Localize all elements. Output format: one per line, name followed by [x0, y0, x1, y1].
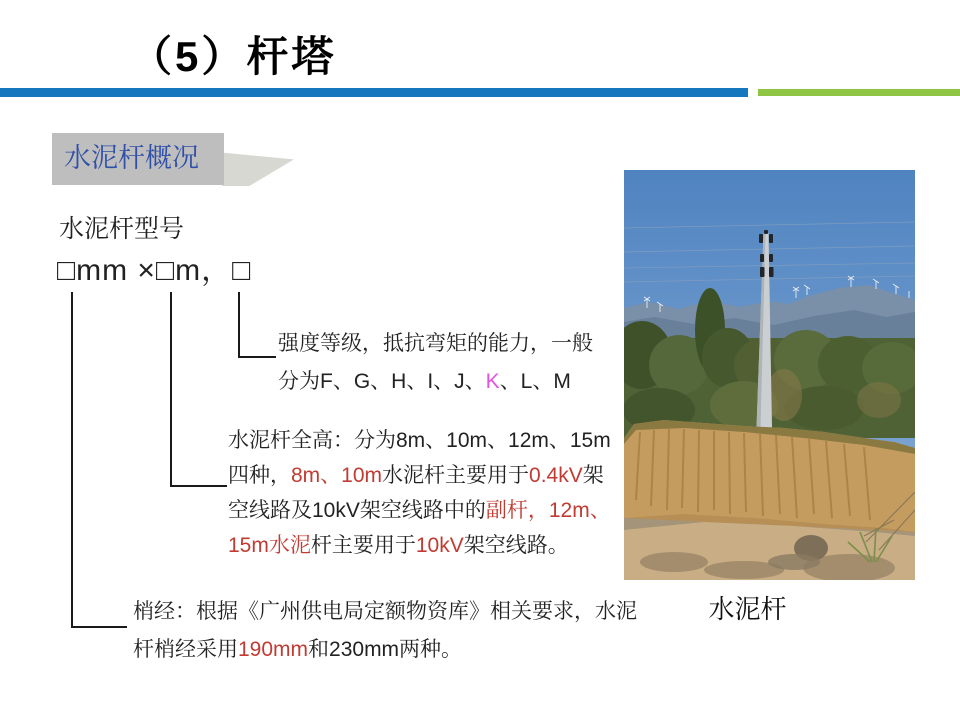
annotation-taper-line1: 梢经：根据《广州供电局定额物资库》相关要求，水泥: [133, 600, 637, 623]
connector-line-strength-horizontal: [238, 356, 276, 358]
annotation-height-line3: [228, 493, 611, 528]
model-heading: 水泥杆型号: [59, 215, 185, 243]
connector-line-taper-horizontal: [71, 626, 127, 628]
page-title: （5）杆塔: [130, 33, 337, 80]
height-15m-highlight: 15m水泥: [228, 534, 311, 557]
height-line2-text3: 架: [582, 464, 604, 487]
height-line4-text2: 架空线路。: [463, 534, 569, 557]
height-line2-text2: 水泥杆主要用于: [382, 464, 530, 487]
height-fugan-12m-highlight: 副杆，12m、: [485, 499, 611, 522]
title-underline-blue: [0, 88, 748, 97]
strength-line2-suffix: 、L、M: [499, 370, 571, 393]
height-line2-text1: 四种，: [228, 464, 291, 487]
taper-line2-text1: 杆梢经采用: [133, 638, 238, 661]
connector-line-height-vertical: [170, 292, 172, 487]
annotation-height-line1: 水泥杆全高：分为8m、10m、12m、15m: [228, 429, 611, 452]
annotation-strength-grade: [278, 325, 593, 401]
height-04kv-highlight: 0.4kV: [529, 464, 583, 487]
annotation-height-line4: [228, 528, 611, 563]
height-line4-text1: 杆主要用于: [310, 534, 416, 557]
height-line3-text1: 空线路及10kV架空线路中的: [228, 499, 486, 522]
height-10kv-highlight: 10kV: [415, 534, 464, 557]
taper-190mm-highlight: 190mm: [238, 638, 309, 661]
strength-grade-k-highlight: K: [485, 370, 500, 393]
annotation-pole-height: [228, 423, 611, 563]
photo-caption: 水泥杆: [708, 594, 787, 624]
connector-line-taper-vertical: [71, 292, 73, 628]
connector-line-height-horizontal: [170, 485, 227, 487]
section-label: 水泥杆概况: [52, 133, 224, 185]
section-label-shadow: [222, 148, 294, 186]
model-formula: □mm ×□m，□: [57, 254, 252, 287]
cement-pole-photo: [624, 170, 915, 580]
annotation-height-line2: [228, 458, 611, 493]
annotation-strength-line1: 强度等级，抵抗弯矩的能力，一般: [278, 332, 593, 355]
strength-line2-prefix: 分为F、G、H、I、J、: [278, 370, 486, 393]
annotation-strength-line2: [278, 363, 593, 401]
height-8m-10m-highlight: 8m、10m: [291, 464, 383, 487]
annotation-taper-line2: [133, 631, 637, 669]
title-underline-green: [758, 89, 960, 96]
annotation-taper-diameter: [133, 593, 637, 669]
connector-line-strength-vertical: [238, 292, 240, 358]
taper-line2-text2: 和230mm两种。: [308, 638, 463, 661]
